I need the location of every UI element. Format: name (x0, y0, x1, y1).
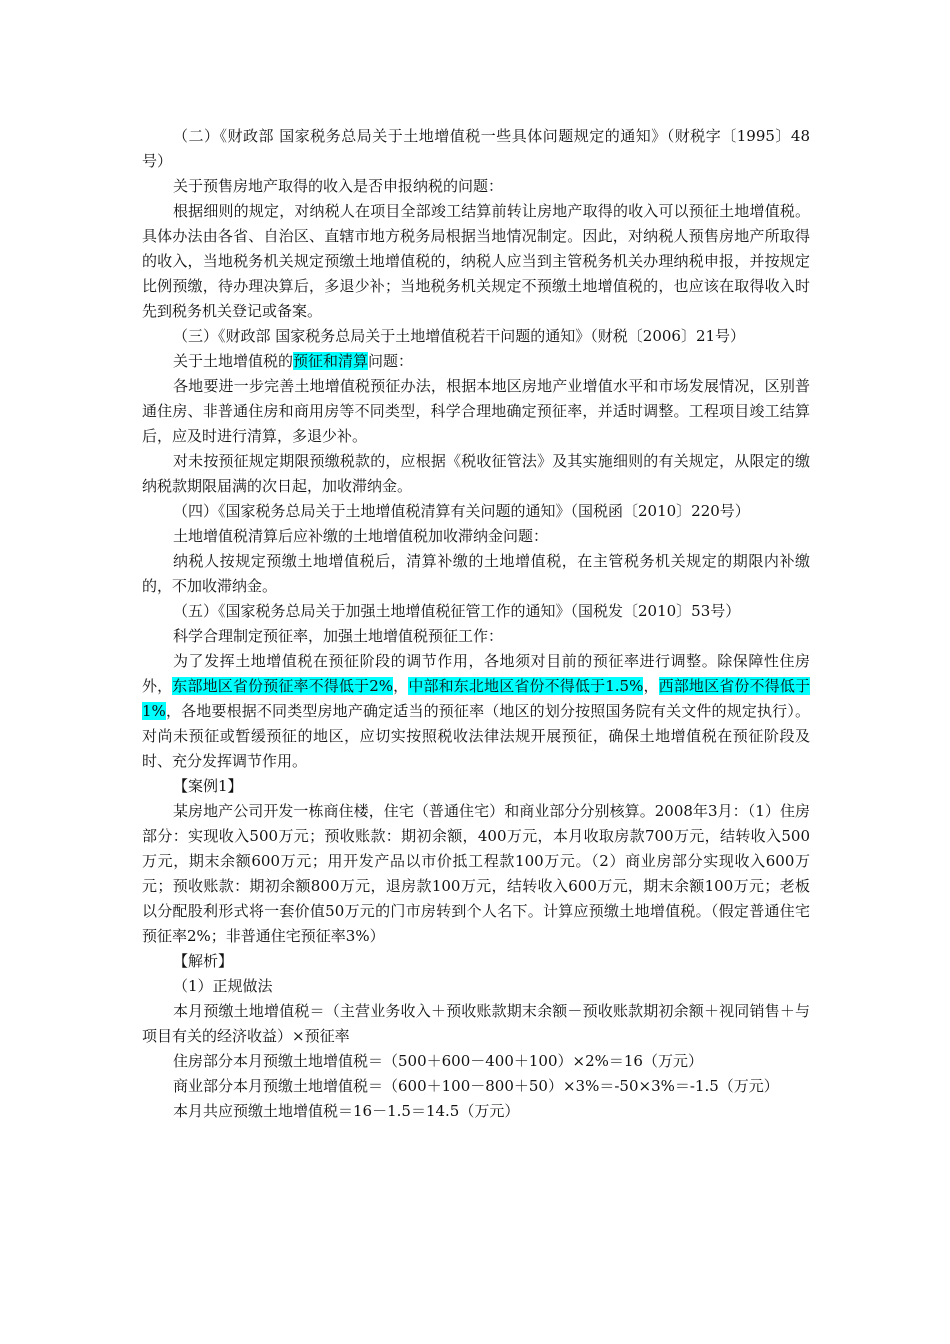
text-run: 【解析】 (173, 952, 234, 970)
text-run: （三）《财政部 国家税务总局关于土地增值税若干问题的通知》（财税〔2006〕21号） (173, 327, 746, 345)
paragraph (142, 649, 810, 774)
document-body (142, 124, 810, 1124)
text-run: ， (393, 677, 409, 695)
paragraph (142, 1074, 810, 1099)
paragraph (142, 549, 810, 599)
text-run: 各地要进一步完善土地增值税预征办法，根据本地区房地产业增值水平和市场发展情况，区别普通住房、非普通住房和商用房等不同类型，科学合理地确定预征率，并适时调整。工程项目竣工结算后，应及时进行清算，多退少补。 (142, 377, 810, 445)
paragraph (142, 324, 810, 349)
text-run: 商业部分本月预缴土地增值税＝（600＋100－800＋50）×3%＝-50×3%＝-1.5（万元） (173, 1077, 779, 1095)
highlighted-text: 西部地区省份不得低于1% (142, 677, 810, 720)
text-run: （四）《国家税务总局关于土地增值税清算有关问题的通知》（国税函〔2010〕220号） (173, 502, 750, 520)
text-run: 关于预售房地产取得的收入是否申报纳税的问题： (173, 177, 504, 195)
highlighted-text: 预征和清算 (293, 352, 369, 370)
text-run: 根据细则的规定，对纳税人在项目全部竣工结算前转让房地产取得的收入可以预征土地增值税。具体办法由各省、自治区、直辖市地方税务局根据当地情况制定。因此，对纳税人预售房地产所取得的收入，当地税务机关规定预缴土地增值税的，纳税人应当到主管税务机关办理纳税申报，并按规定比例预缴，待办理决算后，多退少补；当地税务机关规定不预缴土地增值税的，也应该在取得收入时先到税务机关登记或备案。 (142, 202, 810, 320)
paragraph (142, 524, 810, 549)
paragraph (142, 974, 810, 999)
paragraph (142, 1099, 810, 1124)
paragraph (142, 449, 810, 499)
paragraph (142, 999, 810, 1049)
text-run: 土地增值税清算后应补缴的土地增值税加收滞纳金问题： (173, 527, 549, 545)
paragraph (142, 799, 810, 949)
text-run: 为了发挥土地增值税在预征阶段的调节作用，各地须对目前的预征率进行调整。除保障性住房外， (142, 652, 810, 695)
text-run: （二）《财政部 国家税务总局关于土地增值税一些具体问题规定的通知》（财税字〔1995〕48号） (142, 127, 810, 170)
highlighted-text: 中部和东北地区省份不得低于1.5% (408, 677, 644, 695)
text-run: 纳税人按规定预缴土地增值税后，清算补缴的土地增值税，在主管税务机关规定的期限内补缴的，不加收滞纳金。 (142, 552, 810, 595)
text-run: （五）《国家税务总局关于加强土地增值税征管工作的通知》（国税发〔2010〕53号） (173, 602, 741, 620)
text-run: 关于土地增值税的 (173, 352, 294, 370)
paragraph (142, 624, 810, 649)
highlighted-text: 东部地区省份预征率不得低于2% (172, 677, 394, 695)
paragraph (142, 774, 810, 799)
paragraph (142, 1049, 810, 1074)
paragraph (142, 499, 810, 524)
paragraph (142, 374, 810, 449)
text-run: 本月共应预缴土地增值税＝16－1.5＝14.5（万元） (173, 1102, 520, 1120)
text-run: 问题： (368, 352, 414, 370)
text-run: （1）正规做法 (173, 977, 273, 995)
paragraph (142, 199, 810, 324)
text-run: 本月预缴土地增值税＝（主营业务收入＋预收账款期末余额－预收账款期初余额＋视同销售＋与项目有关的经济收益）×预征率 (142, 1002, 810, 1045)
text-run: 对未按预征规定期限预缴税款的，应根据《税收征管法》及其实施细则的有关规定，从限定的缴纳税款期限届满的次日起，加收滞纳金。 (142, 452, 810, 495)
text-run: 某房地产公司开发一栋商住楼，住宅（普通住宅）和商业部分分别核算。2008年3月：（1）住房部分：实现收入500万元；预收账款：期初余额，400万元，本月收取房款700万元，结转收入500万元，期末余额600万元；用开发产品以市价抵工程款100万元。（2）商业房部分实现收入600万元；预收账款：期初余额800万元，退房款100万元，结转收入600万元，期末余额100万元；老板以分配股利形式将一套价值50万元的门市房转到个人名下。计算应预缴土地增值税。（假定普通住宅预征率2%；非普通住宅预征率3%） (142, 802, 810, 945)
paragraph (142, 349, 810, 374)
paragraph (142, 124, 810, 174)
paragraph (142, 949, 810, 974)
text-run: 【案例1】 (173, 777, 243, 795)
text-run: ，各地要根据不同类型房地产确定适当的预征率（地区的划分按照国务院有关文件的规定执行）。对尚未预征或暂缓预征的地区，应切实按照税收法律法规开展预征，确保土地增值税在预征阶段及时、充分发挥调节作用。 (142, 702, 810, 770)
text-run: 科学合理制定预征率，加强土地增值税预征工作： (173, 627, 504, 645)
paragraph (142, 174, 810, 199)
paragraph (142, 599, 810, 624)
text-run: ， (643, 677, 659, 695)
text-run: 住房部分本月预缴土地增值税＝（500＋600－400＋100）×2%＝16（万元） (173, 1052, 703, 1070)
